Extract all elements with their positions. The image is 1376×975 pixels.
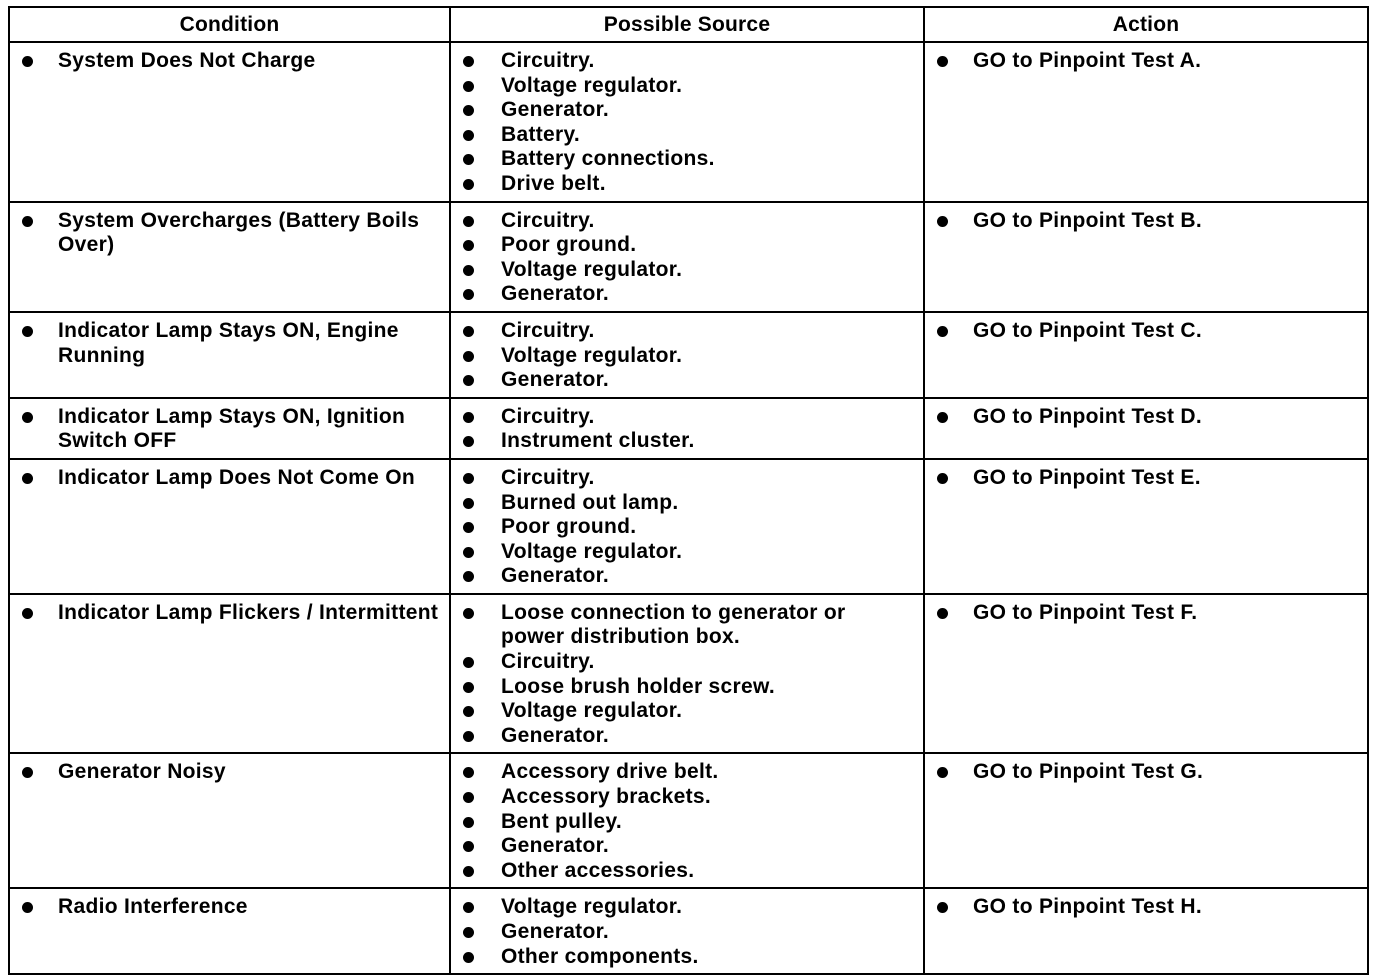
source-list <box>451 43 923 201</box>
condition-list <box>10 460 449 495</box>
condition-text: System Overcharges (Battery Boils Over) <box>58 208 420 257</box>
condition-text: Indicator Lamp Stays ON, Engine Running <box>58 318 399 367</box>
table-row <box>9 594 1368 754</box>
possible-source-cell <box>450 459 924 594</box>
condition-text: Indicator Lamp Does Not Come On <box>58 465 415 489</box>
source-text: Drive belt. <box>501 171 606 195</box>
bullet-icon <box>22 767 33 778</box>
source-list <box>451 889 923 973</box>
condition-text: Indicator Lamp Stays ON, Ignition Switch OFF <box>58 404 406 453</box>
source-item <box>451 319 923 344</box>
action-item <box>925 49 1367 74</box>
table-body <box>9 42 1368 974</box>
symptom-chart-table <box>8 6 1369 975</box>
source-item <box>451 258 923 283</box>
bullet-icon <box>463 952 474 963</box>
bullet-icon <box>22 902 33 913</box>
condition-list <box>10 313 449 372</box>
bullet-icon <box>463 817 474 828</box>
source-text: Bent pulley. <box>501 809 623 833</box>
bullet-icon <box>937 56 948 67</box>
source-text: Generator. <box>501 834 610 858</box>
source-item <box>451 601 923 650</box>
action-item <box>925 760 1367 785</box>
source-text: Voltage regulator. <box>501 343 683 367</box>
source-item <box>451 172 923 197</box>
action-cell <box>924 202 1368 312</box>
bullet-icon <box>937 473 948 484</box>
source-item <box>451 810 923 835</box>
source-item <box>451 282 923 307</box>
action-list <box>925 203 1367 238</box>
bullet-icon <box>463 608 474 619</box>
source-text: Voltage regulator. <box>501 73 683 97</box>
bullet-icon <box>463 436 474 447</box>
condition-cell <box>9 398 450 459</box>
condition-item <box>10 895 449 920</box>
bullet-icon <box>463 265 474 276</box>
source-text: Other components. <box>501 944 699 968</box>
bullet-icon <box>463 547 474 558</box>
condition-item <box>10 49 449 74</box>
condition-item <box>10 760 449 785</box>
bullet-icon <box>937 902 948 913</box>
header-action: Action <box>924 7 1368 42</box>
condition-text: Indicator Lamp Flickers / Intermittent <box>58 600 439 624</box>
source-item <box>451 98 923 123</box>
condition-item <box>10 319 449 368</box>
possible-source-cell <box>450 42 924 202</box>
source-item <box>451 429 923 454</box>
source-item <box>451 491 923 516</box>
action-item <box>925 319 1367 344</box>
condition-item <box>10 405 449 454</box>
condition-list <box>10 43 449 78</box>
bullet-icon <box>463 216 474 227</box>
source-text: Circuitry. <box>501 208 595 232</box>
source-text: Circuitry. <box>501 49 595 72</box>
bullet-icon <box>463 105 474 116</box>
bullet-icon <box>937 608 948 619</box>
source-text: Poor ground. <box>501 515 637 539</box>
source-text: Voltage regulator. <box>501 257 683 281</box>
action-item <box>925 895 1367 920</box>
source-item <box>451 233 923 258</box>
bullet-icon <box>463 731 474 742</box>
source-text: Loose connection to generator or power distribution box. <box>501 600 846 649</box>
header-condition: Condition <box>9 7 450 42</box>
bullet-icon <box>937 326 948 337</box>
bullet-icon <box>463 682 474 693</box>
source-list <box>451 595 923 753</box>
action-cell <box>924 459 1368 594</box>
action-item <box>925 405 1367 430</box>
source-text: Circuitry. <box>501 650 595 674</box>
source-text: Loose brush holder screw. <box>501 674 775 698</box>
condition-list <box>10 889 449 924</box>
condition-item <box>10 466 449 491</box>
table-row <box>9 202 1368 312</box>
action-cell <box>924 594 1368 754</box>
table-row <box>9 42 1368 202</box>
bullet-icon <box>463 902 474 913</box>
bullet-icon <box>22 216 33 227</box>
bullet-icon <box>463 81 474 92</box>
possible-source-cell <box>450 594 924 754</box>
source-text: Accessory drive belt. <box>501 760 719 784</box>
bullet-icon <box>463 412 474 423</box>
action-text: GO to Pinpoint Test A. <box>973 49 1202 72</box>
source-text: Poor ground. <box>501 233 637 257</box>
condition-list <box>10 203 449 262</box>
action-item <box>925 209 1367 234</box>
possible-source-cell <box>450 753 924 888</box>
source-item <box>451 699 923 724</box>
source-item <box>451 724 923 749</box>
source-item <box>451 785 923 810</box>
source-item <box>451 209 923 234</box>
bullet-icon <box>937 216 948 227</box>
bullet-icon <box>463 326 474 337</box>
condition-cell <box>9 753 450 888</box>
action-text: GO to Pinpoint Test D. <box>973 404 1203 428</box>
source-text: Instrument cluster. <box>501 429 695 453</box>
bullet-icon <box>463 498 474 509</box>
action-cell <box>924 312 1368 398</box>
action-cell <box>924 398 1368 459</box>
bullet-icon <box>463 706 474 717</box>
action-item <box>925 466 1367 491</box>
bullet-icon <box>463 130 474 141</box>
diagnosis-table-container <box>8 6 1367 975</box>
source-text: Accessory brackets. <box>501 785 711 809</box>
condition-item <box>10 601 449 626</box>
bullet-icon <box>22 56 33 67</box>
condition-list <box>10 399 449 458</box>
source-item <box>451 834 923 859</box>
bullet-icon <box>463 571 474 582</box>
action-list <box>925 313 1367 348</box>
source-item <box>451 405 923 430</box>
bullet-icon <box>463 522 474 533</box>
condition-text: System Does Not Charge <box>58 49 316 72</box>
source-text: Battery. <box>501 122 581 146</box>
bullet-icon <box>463 179 474 190</box>
bullet-icon <box>463 375 474 386</box>
bullet-icon <box>463 927 474 938</box>
source-text: Generator. <box>501 920 610 943</box>
action-list <box>925 399 1367 434</box>
table-row <box>9 888 1368 974</box>
source-text: Circuitry. <box>501 318 595 342</box>
source-item <box>451 564 923 589</box>
bullet-icon <box>463 56 474 67</box>
possible-source-cell <box>450 312 924 398</box>
source-item <box>451 466 923 491</box>
bullet-icon <box>22 608 33 619</box>
source-item <box>451 49 923 74</box>
action-list <box>925 43 1367 78</box>
condition-cell <box>9 202 450 312</box>
bullet-icon <box>22 326 33 337</box>
source-item <box>451 920 923 945</box>
action-text: GO to Pinpoint Test B. <box>973 208 1203 232</box>
possible-source-cell <box>450 888 924 974</box>
bullet-icon <box>463 240 474 251</box>
condition-text: Generator Noisy <box>58 760 226 784</box>
source-text: Other accessories. <box>501 858 695 882</box>
bullet-icon <box>22 412 33 423</box>
condition-list <box>10 754 449 789</box>
source-text: Generator. <box>501 282 610 306</box>
source-list <box>451 754 923 887</box>
source-text: Generator. <box>501 368 610 392</box>
source-text: Generator. <box>501 723 610 747</box>
action-text: GO to Pinpoint Test F. <box>973 600 1198 624</box>
header-possible-source: Possible Source <box>450 7 924 42</box>
condition-text: Radio Interference <box>58 895 248 919</box>
source-text: Voltage regulator. <box>501 699 683 723</box>
action-text: GO to Pinpoint Test H. <box>973 895 1203 919</box>
source-text: Battery connections. <box>501 147 715 171</box>
condition-list <box>10 595 449 630</box>
source-item <box>451 945 923 970</box>
table-row <box>9 312 1368 398</box>
bullet-icon <box>937 767 948 778</box>
source-text: Voltage regulator. <box>501 895 683 919</box>
source-item <box>451 760 923 785</box>
action-text: GO to Pinpoint Test G. <box>973 760 1204 784</box>
bullet-icon <box>463 289 474 300</box>
source-item <box>451 515 923 540</box>
source-text: Voltage regulator. <box>501 539 683 563</box>
condition-cell <box>9 312 450 398</box>
action-list <box>925 595 1367 630</box>
possible-source-cell <box>450 202 924 312</box>
action-list <box>925 460 1367 495</box>
source-item <box>451 344 923 369</box>
source-list <box>451 203 923 311</box>
action-list <box>925 889 1367 924</box>
condition-cell <box>9 594 450 754</box>
source-item <box>451 540 923 565</box>
action-cell <box>924 753 1368 888</box>
bullet-icon <box>463 767 474 778</box>
source-item <box>451 675 923 700</box>
action-cell <box>924 888 1368 974</box>
action-cell <box>924 42 1368 202</box>
condition-item <box>10 209 449 258</box>
table-header-row <box>9 7 1368 42</box>
table-row <box>9 753 1368 888</box>
bullet-icon <box>937 412 948 423</box>
source-item <box>451 147 923 172</box>
bullet-icon <box>22 473 33 484</box>
source-text: Circuitry. <box>501 465 595 489</box>
source-item <box>451 74 923 99</box>
bullet-icon <box>463 351 474 362</box>
table-row <box>9 459 1368 594</box>
source-text: Generator. <box>501 98 610 122</box>
source-item <box>451 123 923 148</box>
source-item <box>451 368 923 393</box>
condition-cell <box>9 459 450 594</box>
source-text: Circuitry. <box>501 404 595 428</box>
action-list <box>925 754 1367 789</box>
source-list <box>451 313 923 397</box>
source-item <box>451 650 923 675</box>
source-list <box>451 399 923 458</box>
bullet-icon <box>463 792 474 803</box>
source-text: Burned out lamp. <box>501 490 679 514</box>
source-text: Generator. <box>501 564 610 588</box>
source-item <box>451 859 923 884</box>
action-text: GO to Pinpoint Test E. <box>973 465 1201 489</box>
source-item <box>451 895 923 920</box>
condition-cell <box>9 888 450 974</box>
table-row <box>9 398 1368 459</box>
bullet-icon <box>463 866 474 877</box>
condition-cell <box>9 42 450 202</box>
possible-source-cell <box>450 398 924 459</box>
bullet-icon <box>463 657 474 668</box>
bullet-icon <box>463 154 474 165</box>
bullet-icon <box>463 473 474 484</box>
source-list <box>451 460 923 593</box>
action-item <box>925 601 1367 626</box>
action-text: GO to Pinpoint Test C. <box>973 318 1203 342</box>
bullet-icon <box>463 841 474 852</box>
